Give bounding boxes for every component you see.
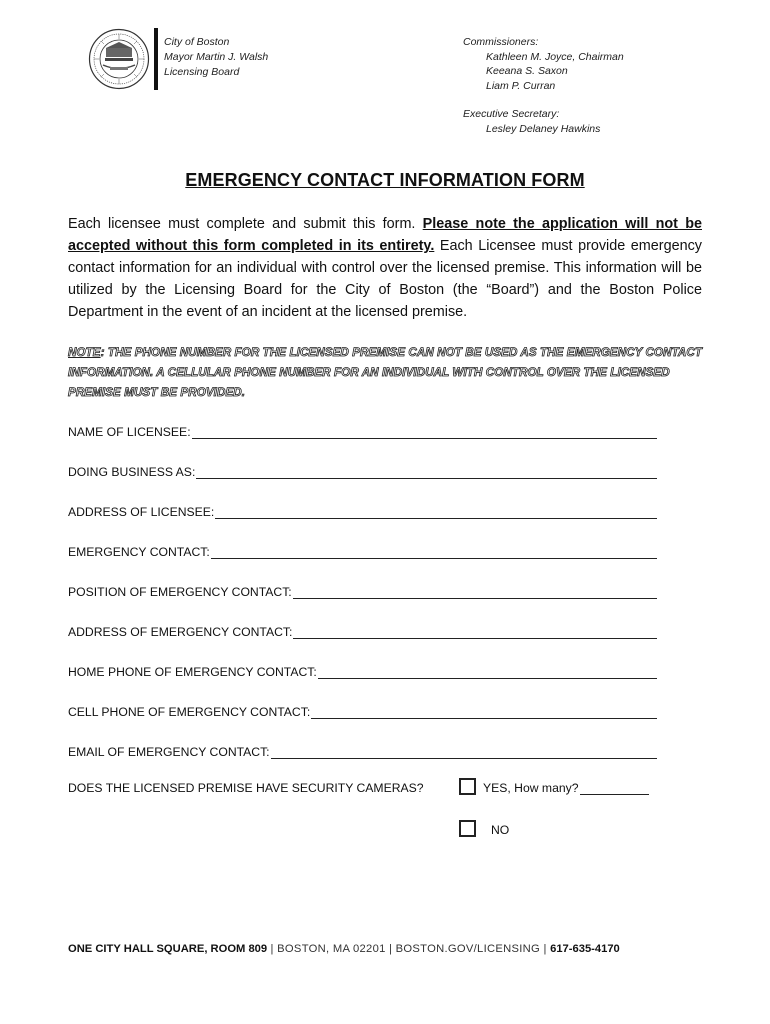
field-label: POSITION OF EMERGENCY CONTACT:: [68, 585, 292, 599]
intro-emphasis: Please note the application will not be accepted without this form completed in its entirety.: [68, 216, 702, 254]
header-city-block: [164, 35, 268, 80]
field-label: ADDRESS OF EMERGENCY CONTACT:: [68, 625, 293, 639]
header-board: Licensing Board: [164, 66, 240, 78]
licensee-address-field[interactable]: [68, 501, 657, 519]
field-label: DOING BUSINESS AS:: [68, 465, 196, 479]
field-label: EMAIL OF EMERGENCY CONTACT:: [68, 745, 270, 759]
footer-sep: |: [540, 943, 551, 955]
yes-how-many: [483, 781, 649, 795]
fill-line[interactable]: [192, 426, 657, 439]
home-phone-field[interactable]: [68, 661, 657, 679]
note-paragraph: [68, 343, 708, 403]
footer-phone: 617-635-4170: [550, 943, 620, 955]
field-label: CELL PHONE OF EMERGENCY CONTACT:: [68, 705, 311, 719]
header-city: City of Boston: [164, 36, 230, 48]
header-divider-bar: [154, 28, 158, 90]
no-checkbox[interactable]: [459, 820, 476, 837]
footer-sep: |: [385, 943, 396, 955]
emergency-contact-field[interactable]: [68, 541, 657, 559]
intro-text-2: Each Licensee must provide emergency contact information for an individual with control over the licensed premise. This information will be utilized by the Licensing Board for the City of Boston (the “Board”) and the Boston Police Department in the event of an incident at the licensed premise.: [68, 238, 702, 320]
field-label: ADDRESS OF LICENSEE:: [68, 505, 215, 519]
commissioner-name: Kathleen M. Joyce, Chairman: [486, 50, 624, 63]
fill-line[interactable]: [293, 586, 657, 599]
city-seal-logo: [88, 28, 150, 90]
exec-secretary-name: Lesley Delaney Hawkins: [486, 122, 601, 135]
email-field[interactable]: [68, 741, 657, 759]
footer: [68, 943, 620, 955]
fill-line[interactable]: [318, 666, 657, 679]
fill-line[interactable]: [196, 466, 657, 479]
fill-line[interactable]: [293, 626, 657, 639]
footer-city: BOSTON, MA 02201: [277, 943, 386, 955]
yes-checkbox[interactable]: [459, 778, 476, 795]
dba-field[interactable]: [68, 461, 657, 479]
licensee-name-field[interactable]: [68, 421, 657, 439]
fill-line[interactable]: [271, 746, 657, 759]
footer-address: ONE CITY HALL SQUARE, ROOM 809: [68, 943, 268, 955]
field-label: HOME PHONE OF EMERGENCY CONTACT:: [68, 665, 317, 679]
intro-paragraph: [68, 213, 702, 323]
contact-address-field[interactable]: [68, 621, 657, 639]
cell-phone-field[interactable]: [68, 701, 657, 719]
intro-text-1: Each licensee must complete and submit this form.: [68, 216, 423, 232]
header-mayor: Mayor Martin J. Walsh: [164, 51, 269, 63]
fill-line[interactable]: [215, 506, 657, 519]
cameras-question: DOES THE LICENSED PREMISE HAVE SECURITY CAMERAS?: [68, 781, 424, 795]
commissioner-name: Keeana S. Saxon: [486, 65, 568, 77]
yes-label: YES, How many?: [483, 781, 579, 795]
footer-web: BOSTON.GOV/LICENSING: [395, 943, 541, 955]
note-text: : THE PHONE NUMBER FOR THE LICENSED PREMISE CAN NOT BE USED AS THE EMERGENCY CONTACT INFORMATION. A CELLULAR PHONE NUMBER FOR AN INDIVIDUAL WITH CONTROL OVER THE LICENSED PREMISE MUST BE PROVIDED.: [68, 346, 703, 399]
commissioners-label: Commissioners:: [463, 36, 539, 48]
field-label: EMERGENCY CONTACT:: [68, 545, 210, 559]
header-commissioners-block: [463, 35, 624, 136]
no-label: NO: [491, 823, 510, 837]
form-title: EMERGENCY CONTACT INFORMATION FORM: [185, 170, 585, 190]
note-label: NOTE: [68, 346, 101, 359]
how-many-line[interactable]: [580, 782, 649, 795]
field-label: NAME OF LICENSEE:: [68, 425, 191, 439]
footer-sep: |: [267, 943, 278, 955]
exec-secretary-label: Executive Secretary:: [463, 108, 560, 120]
contact-position-field[interactable]: [68, 581, 657, 599]
fill-line[interactable]: [211, 546, 657, 559]
commissioner-name: Liam P. Curran: [486, 79, 556, 92]
fill-line[interactable]: [311, 706, 657, 719]
